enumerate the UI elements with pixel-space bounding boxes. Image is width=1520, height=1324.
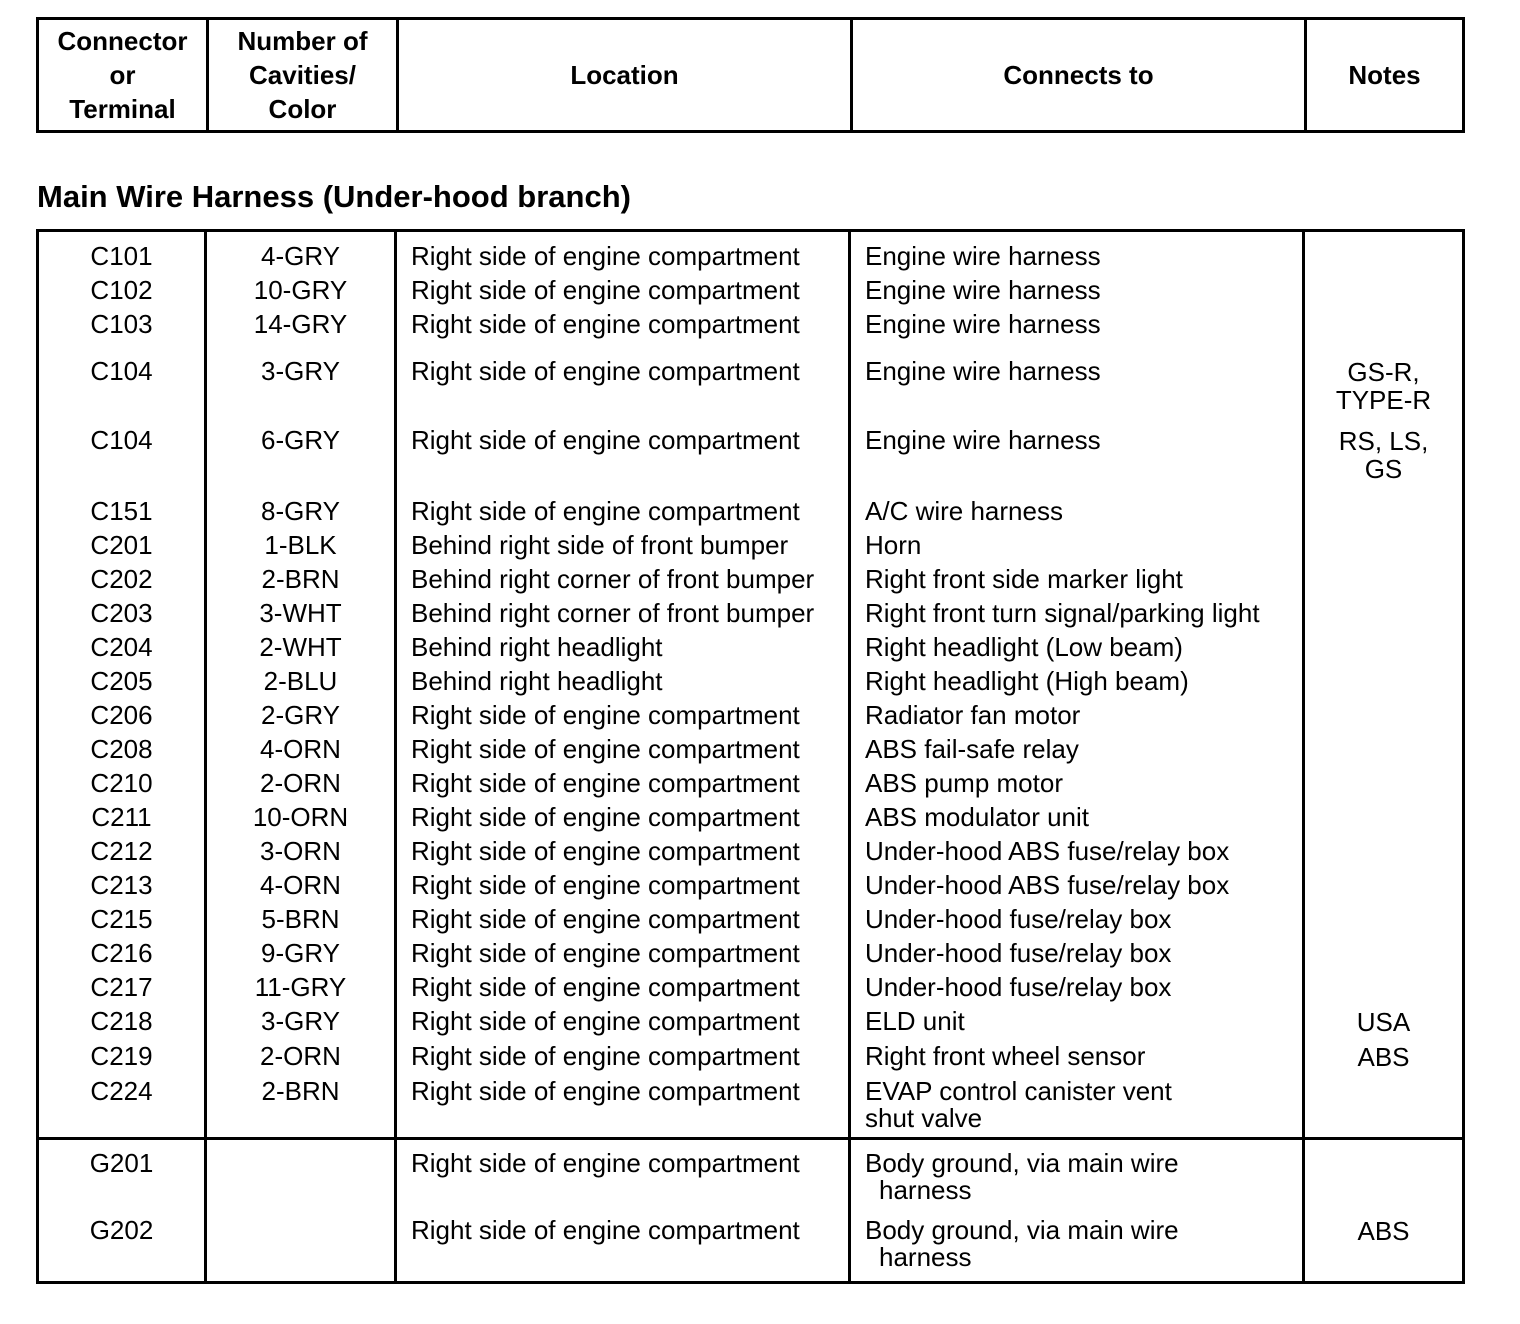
connector-cell: C212 (38, 831, 206, 865)
header-location: Location (398, 19, 852, 132)
ground-row (38, 1139, 1464, 1205)
harness-table-body (38, 231, 1464, 1283)
location-cell: Right side of engine compartment (396, 763, 850, 797)
connects-to-line: ABS pump motor (865, 768, 1063, 798)
notes-cell (1304, 231, 1464, 271)
cavities-cell: 4-ORN (206, 865, 396, 899)
notes-cell (1304, 695, 1464, 729)
connects-to-cell (850, 414, 1304, 483)
connects-to-cell (850, 797, 1304, 831)
connector-cell: C204 (38, 627, 206, 661)
table-row (38, 304, 1464, 338)
header-connector-line: Terminal (69, 94, 176, 124)
connector-cell: C210 (38, 763, 206, 797)
notes-cell (1304, 899, 1464, 933)
connects-to-line: Engine wire harness (865, 309, 1101, 339)
cavities-cell: 2-BRN (206, 1071, 396, 1139)
location-cell: Right side of engine compartment (396, 1071, 850, 1139)
cavities-cell (206, 1204, 396, 1283)
connects-to-line: Under-hood fuse/relay box (865, 904, 1172, 934)
connector-cell: C218 (38, 1001, 206, 1036)
table-row (38, 729, 1464, 763)
column-header-row (38, 19, 1464, 132)
location-cell: Behind right corner of front bumper (396, 559, 850, 593)
connects-to-cell (850, 483, 1304, 525)
table-row (38, 899, 1464, 933)
table-row (38, 525, 1464, 559)
location-cell: Right side of engine compartment (396, 899, 850, 933)
location-cell: Right side of engine compartment (396, 967, 850, 1001)
cavities-cell: 2-ORN (206, 763, 396, 797)
cavities-cell: 10-GRY (206, 270, 396, 304)
connects-to-line: harness (879, 1175, 972, 1205)
location-cell: Right side of engine compartment (396, 797, 850, 831)
connects-to-cell (850, 831, 1304, 865)
location-cell: Behind right side of front bumper (396, 525, 850, 559)
connector-cell: G202 (38, 1204, 206, 1283)
location-cell: Right side of engine compartment (396, 695, 850, 729)
cavities-cell: 2-BRN (206, 559, 396, 593)
table-row (38, 933, 1464, 967)
connects-to-line: Right front side marker light (865, 564, 1183, 594)
connects-to-line: Right front wheel sensor (865, 1041, 1146, 1071)
table-row (38, 763, 1464, 797)
connects-to-line: harness (879, 1242, 972, 1272)
notes-cell (1304, 661, 1464, 695)
table-row (38, 627, 1464, 661)
connects-to-line: Body ground, via main wire (865, 1215, 1179, 1245)
column-header-table (36, 17, 1465, 133)
notes-line: USA (1356, 1007, 1411, 1037)
table-row (38, 661, 1464, 695)
header-connector-line: or (109, 60, 136, 90)
location-cell: Right side of engine compartment (396, 831, 850, 865)
connector-cell: C213 (38, 865, 206, 899)
connects-to-line: Right headlight (Low beam) (865, 632, 1183, 662)
connects-to-line: ABS modulator unit (865, 802, 1090, 832)
location-cell: Right side of engine compartment (396, 1001, 850, 1036)
connects-to-line: A/C wire harness (865, 496, 1063, 526)
location-cell: Behind right corner of front bumper (396, 593, 850, 627)
cavities-cell: 3-GRY (206, 1001, 396, 1036)
table-row (38, 593, 1464, 627)
connects-to-line: Body ground, via main wire (865, 1148, 1179, 1178)
connects-to-cell (850, 1204, 1304, 1283)
header-connects-to: Connects to (852, 19, 1306, 132)
connects-to-cell (850, 270, 1304, 304)
connector-cell: C215 (38, 899, 206, 933)
connector-cell: C219 (38, 1036, 206, 1071)
notes-cell (1304, 729, 1464, 763)
cavities-cell: 4-ORN (206, 729, 396, 763)
harness-table (36, 229, 1465, 1284)
connects-to-line: ABS fail-safe relay (865, 734, 1079, 764)
notes-line: GS-R, (1347, 357, 1420, 387)
connects-to-cell (850, 1139, 1304, 1205)
connects-to-line: Engine wire harness (865, 356, 1101, 386)
cavities-cell: 2-GRY (206, 695, 396, 729)
location-cell: Right side of engine compartment (396, 1139, 850, 1205)
connects-to-line: Right front turn signal/parking light (865, 598, 1260, 628)
location-cell: Right side of engine compartment (396, 1204, 850, 1283)
table-row (38, 967, 1464, 1001)
table-row (38, 831, 1464, 865)
notes-cell (1304, 559, 1464, 593)
cavities-cell: 8-GRY (206, 483, 396, 525)
connector-cell: C224 (38, 1071, 206, 1139)
location-cell: Right side of engine compartment (396, 1036, 850, 1071)
notes-cell (1304, 763, 1464, 797)
connector-cell: C201 (38, 525, 206, 559)
connector-cell: C217 (38, 967, 206, 1001)
location-cell: Right side of engine compartment (396, 933, 850, 967)
connects-to-cell (850, 1001, 1304, 1036)
header-cavities (208, 19, 398, 132)
table-row (38, 695, 1464, 729)
location-cell: Behind right headlight (396, 627, 850, 661)
connector-cell: C102 (38, 270, 206, 304)
table-row (38, 559, 1464, 593)
notes-cell (1304, 865, 1464, 899)
cavities-cell: 3-GRY (206, 338, 396, 414)
cavities-cell: 2-BLU (206, 661, 396, 695)
connector-cell: C151 (38, 483, 206, 525)
header-connector-line: Connector (57, 26, 188, 56)
cavities-cell: 4-GRY (206, 231, 396, 271)
connects-to-line: EVAP control canister vent (865, 1076, 1172, 1106)
connects-to-cell (850, 593, 1304, 627)
connects-to-cell (850, 763, 1304, 797)
connects-to-cell (850, 661, 1304, 695)
header-cavities-line: Cavities/ (249, 60, 356, 90)
notes-cell (1304, 414, 1464, 483)
notes-cell (1304, 1204, 1464, 1283)
cavities-cell: 14-GRY (206, 304, 396, 338)
notes-cell (1304, 797, 1464, 831)
connects-to-line: Engine wire harness (865, 425, 1101, 455)
connects-to-cell (850, 559, 1304, 593)
notes-cell (1304, 627, 1464, 661)
connects-to-cell (850, 231, 1304, 271)
table-row (38, 1036, 1464, 1071)
connects-to-line: Radiator fan motor (865, 700, 1081, 730)
location-cell: Right side of engine compartment (396, 865, 850, 899)
cavities-cell: 3-WHT (206, 593, 396, 627)
notes-cell (1304, 525, 1464, 559)
connects-to-line: ELD unit (865, 1006, 965, 1036)
table-row (38, 483, 1464, 525)
notes-cell (1304, 1071, 1464, 1139)
location-cell: Right side of engine compartment (396, 338, 850, 414)
connects-to-cell (850, 627, 1304, 661)
header-connector (38, 19, 208, 132)
connects-to-line: Under-hood ABS fuse/relay box (865, 836, 1230, 866)
notes-cell (1304, 1001, 1464, 1036)
section-title: Main Wire Harness (Under-hood branch) (37, 179, 631, 214)
notes-cell (1304, 1036, 1464, 1071)
connects-to-cell (850, 695, 1304, 729)
connector-cell: C216 (38, 933, 206, 967)
connects-to-line: Under-hood fuse/relay box (865, 972, 1172, 1002)
notes-line: ABS (1357, 1216, 1410, 1246)
location-cell: Right side of engine compartment (396, 414, 850, 483)
connects-to-cell (850, 899, 1304, 933)
table-row (38, 1071, 1464, 1139)
connector-cell: C104 (38, 338, 206, 414)
connects-to-cell (850, 338, 1304, 414)
table-row (38, 338, 1464, 414)
notes-cell (1304, 831, 1464, 865)
connects-to-line: Right headlight (High beam) (865, 666, 1189, 696)
connector-cell: C206 (38, 695, 206, 729)
connects-to-line: Horn (865, 530, 922, 560)
notes-cell (1304, 483, 1464, 525)
table-row (38, 865, 1464, 899)
connects-to-line: Under-hood ABS fuse/relay box (865, 870, 1230, 900)
notes-line: GS (1364, 454, 1403, 484)
cavities-cell: 2-WHT (206, 627, 396, 661)
connector-cell: C202 (38, 559, 206, 593)
cavities-cell: 10-ORN (206, 797, 396, 831)
ground-row (38, 1204, 1464, 1283)
connector-cell: G201 (38, 1139, 206, 1205)
location-cell: Right side of engine compartment (396, 270, 850, 304)
connects-to-line: shut valve (865, 1103, 983, 1133)
connects-to-cell (850, 729, 1304, 763)
connects-to-cell (850, 1071, 1304, 1139)
connects-to-cell (850, 933, 1304, 967)
connector-cell: C208 (38, 729, 206, 763)
connects-to-cell (850, 1036, 1304, 1071)
cavities-cell (206, 1139, 396, 1205)
cavities-cell: 5-BRN (206, 899, 396, 933)
notes-cell (1304, 933, 1464, 967)
location-cell: Right side of engine compartment (396, 729, 850, 763)
table-row (38, 414, 1464, 483)
notes-cell (1304, 304, 1464, 338)
notes-cell (1304, 270, 1464, 304)
connects-to-line: Engine wire harness (865, 275, 1101, 305)
header-cavities-line: Color (268, 94, 337, 124)
cavities-cell: 9-GRY (206, 933, 396, 967)
notes-cell (1304, 967, 1464, 1001)
connector-cell: C211 (38, 797, 206, 831)
connector-cell: C101 (38, 231, 206, 271)
connects-to-cell (850, 865, 1304, 899)
header-cavities-line: Number of (237, 26, 368, 56)
connects-to-cell (850, 304, 1304, 338)
cavities-cell: 6-GRY (206, 414, 396, 483)
table-row (38, 1001, 1464, 1036)
notes-cell (1304, 593, 1464, 627)
table-row (38, 270, 1464, 304)
notes-line: RS, LS, (1338, 426, 1429, 456)
cavities-cell: 2-ORN (206, 1036, 396, 1071)
connector-cell: C205 (38, 661, 206, 695)
location-cell: Right side of engine compartment (396, 304, 850, 338)
location-cell: Behind right headlight (396, 661, 850, 695)
notes-line: ABS (1357, 1042, 1410, 1072)
connects-to-line: Under-hood fuse/relay box (865, 938, 1172, 968)
cavities-cell: 3-ORN (206, 831, 396, 865)
table-row (38, 797, 1464, 831)
location-cell: Right side of engine compartment (396, 231, 850, 271)
cavities-cell: 11-GRY (206, 967, 396, 1001)
notes-line: TYPE-R (1335, 385, 1432, 415)
connector-cell: C103 (38, 304, 206, 338)
cavities-cell: 1-BLK (206, 525, 396, 559)
connector-cell: C203 (38, 593, 206, 627)
notes-cell (1304, 1139, 1464, 1205)
location-cell: Right side of engine compartment (396, 483, 850, 525)
header-notes: Notes (1306, 19, 1464, 132)
notes-cell (1304, 338, 1464, 414)
connects-to-cell (850, 967, 1304, 1001)
connects-to-cell (850, 525, 1304, 559)
connects-to-line: Engine wire harness (865, 241, 1101, 271)
connector-cell: C104 (38, 414, 206, 483)
table-row (38, 231, 1464, 271)
